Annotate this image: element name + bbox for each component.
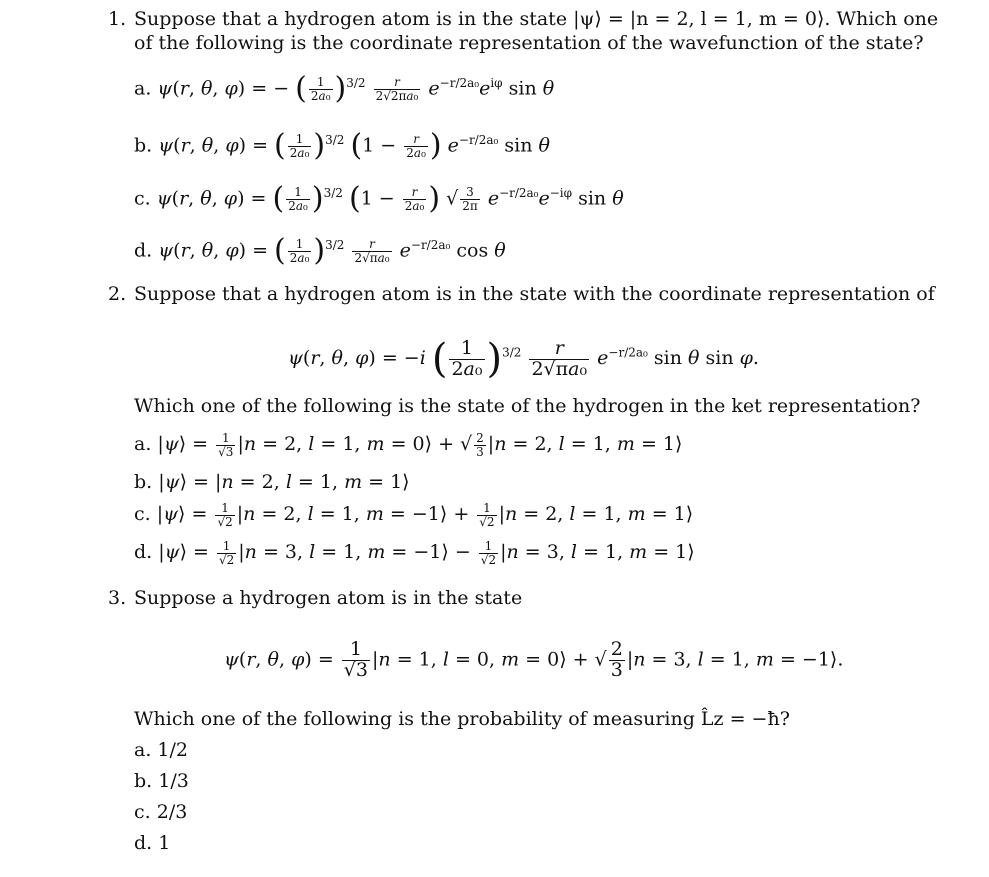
q2-option-a[interactable]: a. |ψ⟩ = $\frac{1}{√3}$ |n = 2, l = 1, m = 0⟩ + √ $\frac{2}{3}$ |n = 2, l = 1, m = 1⟩ xyxy=(134,431,683,459)
q2-question: Which one of the following is the state of the hydrogen in the ket representation? xyxy=(134,395,921,417)
q3-option-b[interactable] xyxy=(134,771,189,793)
q3-option-d-text: 1 xyxy=(158,832,171,854)
q3-option-c-text: 2/3 xyxy=(156,801,188,823)
q1-option-b-label: b. xyxy=(134,134,153,157)
q3-option-a-text: 1/2 xyxy=(157,739,188,761)
q2-option-c-label: c. xyxy=(134,503,151,526)
q2-option-b[interactable]: b. |ψ⟩ = |n = 2, l = 1, m = 1⟩ xyxy=(134,471,410,493)
q1-number: 1. xyxy=(108,8,127,30)
q2-option-a-label: a. xyxy=(134,433,152,456)
q3-question: Which one of the following is the probability of measuring L̂z = −ħ? xyxy=(134,708,790,730)
q3-option-c-label: c. xyxy=(134,801,151,823)
q1-option-d-label: d. xyxy=(134,239,153,262)
q2-option-b-label: b. xyxy=(134,471,153,493)
q1-option-a[interactable]: a. ψ(r, θ, φ) = − ( $\frac{1}{\text{2a₀}}$ )$^{3/2}$ $\frac{r}{\text{2√2πa₀}}$ $e^{-r/2a_0}e^{i\varphi}$ sin θ xyxy=(134,71,555,106)
q3-option-d-label: d. xyxy=(134,832,153,854)
q1-option-a-label: a. xyxy=(134,77,152,100)
q1-option-c[interactable]: c. ψ(r, θ, φ) = ( $\frac{1}{\text{2a₀}}$ )$^{3/2}$ (1 − $\frac{r}{\text{2a₀}}$ ) √ $\frac{3}{2\pi}$ $e^{-r/2a_0}e^{-i\varphi}$ sin θ xyxy=(134,181,624,216)
q1-text-line1: Suppose that a hydrogen atom is in the state |ψ⟩ = |n = 2, l = 1, m = 0⟩. Which one xyxy=(134,8,939,30)
q2-option-d-label: d. xyxy=(134,541,153,564)
q2-equation: ψ(r, θ, φ) = −i ( $\frac{1}{\text{2a₀}}$ )$^{3/2}$ $\frac{r}{\text{2√πa₀}}$ $e^{-r/2a_0}$ sin θ sin φ. xyxy=(288,336,759,382)
q2-text: Suppose that a hydrogen atom is in the state with the coordinate representation of xyxy=(134,283,935,305)
q3-option-d[interactable] xyxy=(134,833,170,855)
q2-option-d[interactable]: d. |ψ⟩ = $\frac{1}{√2}$ |n = 3, l = 1, m = −1⟩ − $\frac{1}{√2}$ |n = 3, l = 1, m = 1⟩ xyxy=(134,539,695,567)
q1-option-b[interactable]: b. ψ(r, θ, φ) = ( $\frac{1}{\text{2a₀}}$ )$^{3/2}$ (1 − $\frac{r}{\text{2a₀}}$ ) $e^{-r/2a_0}$ sin θ xyxy=(134,128,550,163)
q3-option-c[interactable] xyxy=(134,802,187,824)
q1-option-c-label: c. xyxy=(134,187,151,210)
q3-option-b-text: 1/3 xyxy=(158,770,189,792)
q1-text-line2: of the following is the coordinate representation of the wavefunction of the state? xyxy=(134,32,924,54)
q3-option-a[interactable] xyxy=(134,740,188,762)
q2-option-c[interactable]: c. |ψ⟩ = $\frac{1}{√2}$ |n = 2, l = 1, m = −1⟩ + $\frac{1}{√2}$ |n = 2, l = 1, m = 1⟩ xyxy=(134,501,694,529)
q2-number: 2. xyxy=(108,283,127,305)
q1-option-d[interactable]: d. ψ(r, θ, φ) = ( $\frac{1}{\text{2a₀}}$ )$^{3/2}$ $\frac{r}{\text{2√πa₀}}$ $e^{-r/2a_0}$ cos θ xyxy=(134,233,506,268)
q3-equation: ψ(r, θ, φ) = $\frac{1}{√3}$ |n = 1, l = 0, m = 0⟩ + √ $\frac{2}{3}$ |n = 3, l = 1, m = −1⟩. xyxy=(224,638,844,681)
q3-number: 3. xyxy=(108,587,127,609)
q3-option-a-label: a. xyxy=(134,739,152,761)
q3-text: Suppose a hydrogen atom is in the state xyxy=(134,587,523,609)
q3-option-b-label: b. xyxy=(134,770,153,792)
